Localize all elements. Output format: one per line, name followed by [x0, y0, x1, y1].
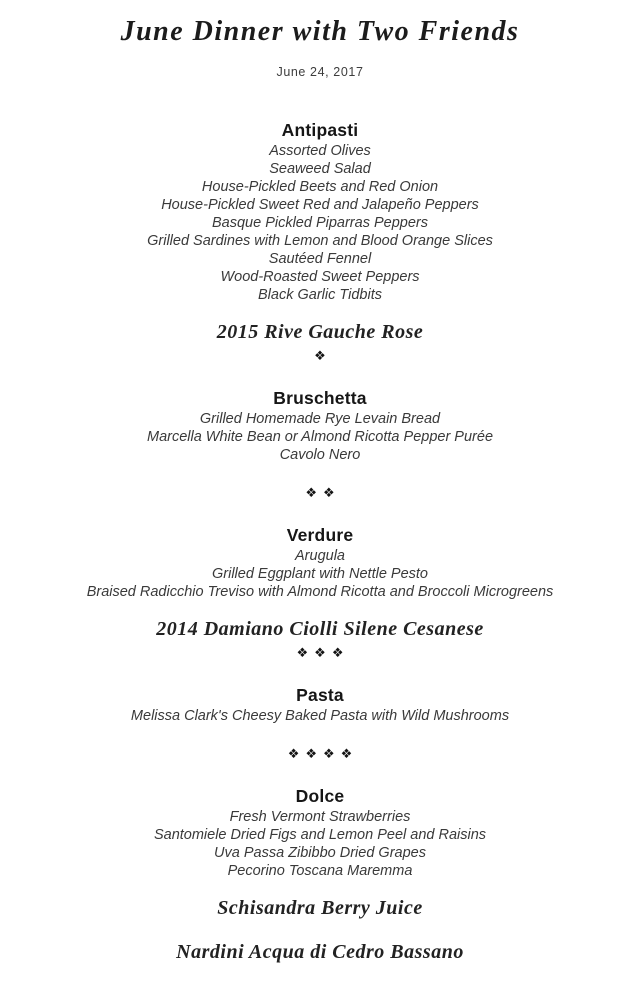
menu-item: Black Garlic Tidbits — [258, 287, 382, 303]
menu-item: Marcella White Bean or Almond Ricotta Pepper Purée — [146, 429, 494, 445]
menu-section-verdure — [10, 525, 630, 601]
menu-item: Grilled Sardines with Lemon and Blood Orange Slices — [147, 233, 493, 249]
section-heading: Dolce — [295, 786, 345, 806]
menu-item: Pecorino Toscana Maremma — [227, 863, 413, 879]
section-heading: Bruschetta — [273, 388, 367, 408]
section-heading: Pasta — [296, 685, 344, 705]
menu-item: Grilled Homemade Rye Levain Bread — [199, 411, 441, 427]
section-heading: Verdure — [286, 525, 354, 545]
menu-item: Grilled Eggplant with Nettle Pesto — [212, 566, 428, 582]
menu-item: Assorted Olives — [269, 143, 371, 159]
diamond-ornament-divider: ❖❖❖ — [296, 646, 350, 661]
menu-item: Wood-Roasted Sweet Peppers — [220, 269, 420, 285]
menu-item: Basque Pickled Piparras Peppers — [211, 215, 428, 231]
menu-item: Fresh Vermont Strawberries — [229, 809, 411, 825]
menu-item: House-Pickled Sweet Red and Jalapeño Peppers — [161, 197, 479, 213]
menu-item: House-Pickled Beets and Red Onion — [201, 179, 439, 195]
beverage-script-line: Schisandra Berry Juice — [217, 897, 423, 919]
menu-title: June Dinner with Two Friends — [120, 16, 520, 47]
menu-item: Cavolo Nero — [279, 447, 361, 463]
menu-date: June 24, 2017 — [276, 65, 364, 79]
beverage-script-line: Nardini Acqua di Cedro Bassano — [176, 941, 464, 963]
diamond-ornament-divider: ❖ — [314, 349, 332, 364]
menu-section-pasta — [10, 685, 630, 725]
menu-section-antipasti — [10, 120, 630, 304]
section-heading: Antipasti — [281, 120, 359, 140]
beverage-script-line: 2015 Rive Gauche Rose — [216, 321, 424, 343]
menu-item: Santomiele Dried Figs and Lemon Peel and Raisins — [153, 827, 487, 843]
menu-item: Melissa Clark's Cheesy Baked Pasta with Wild Mushrooms — [130, 708, 510, 724]
menu-item: Seaweed Salad — [269, 161, 371, 177]
menu-blocks — [0, 79, 640, 964]
menu-item: Arugula — [295, 548, 345, 564]
menu-section-bruschetta — [10, 388, 630, 464]
menu-item: Braised Radicchio Treviso with Almond Ricotta and Broccoli Microgreens — [86, 584, 554, 600]
menu-section-dolce — [10, 786, 630, 880]
beverage-script-line: 2014 Damiano Ciolli Silene Cesanese — [156, 618, 484, 640]
diamond-ornament-divider: ❖❖❖❖ — [287, 747, 359, 762]
menu-item: Sautéed Fennel — [268, 251, 372, 267]
diamond-ornament-divider: ❖❖ — [305, 486, 341, 501]
menu-item: Uva Passa Zibibbo Dried Grapes — [214, 845, 426, 861]
